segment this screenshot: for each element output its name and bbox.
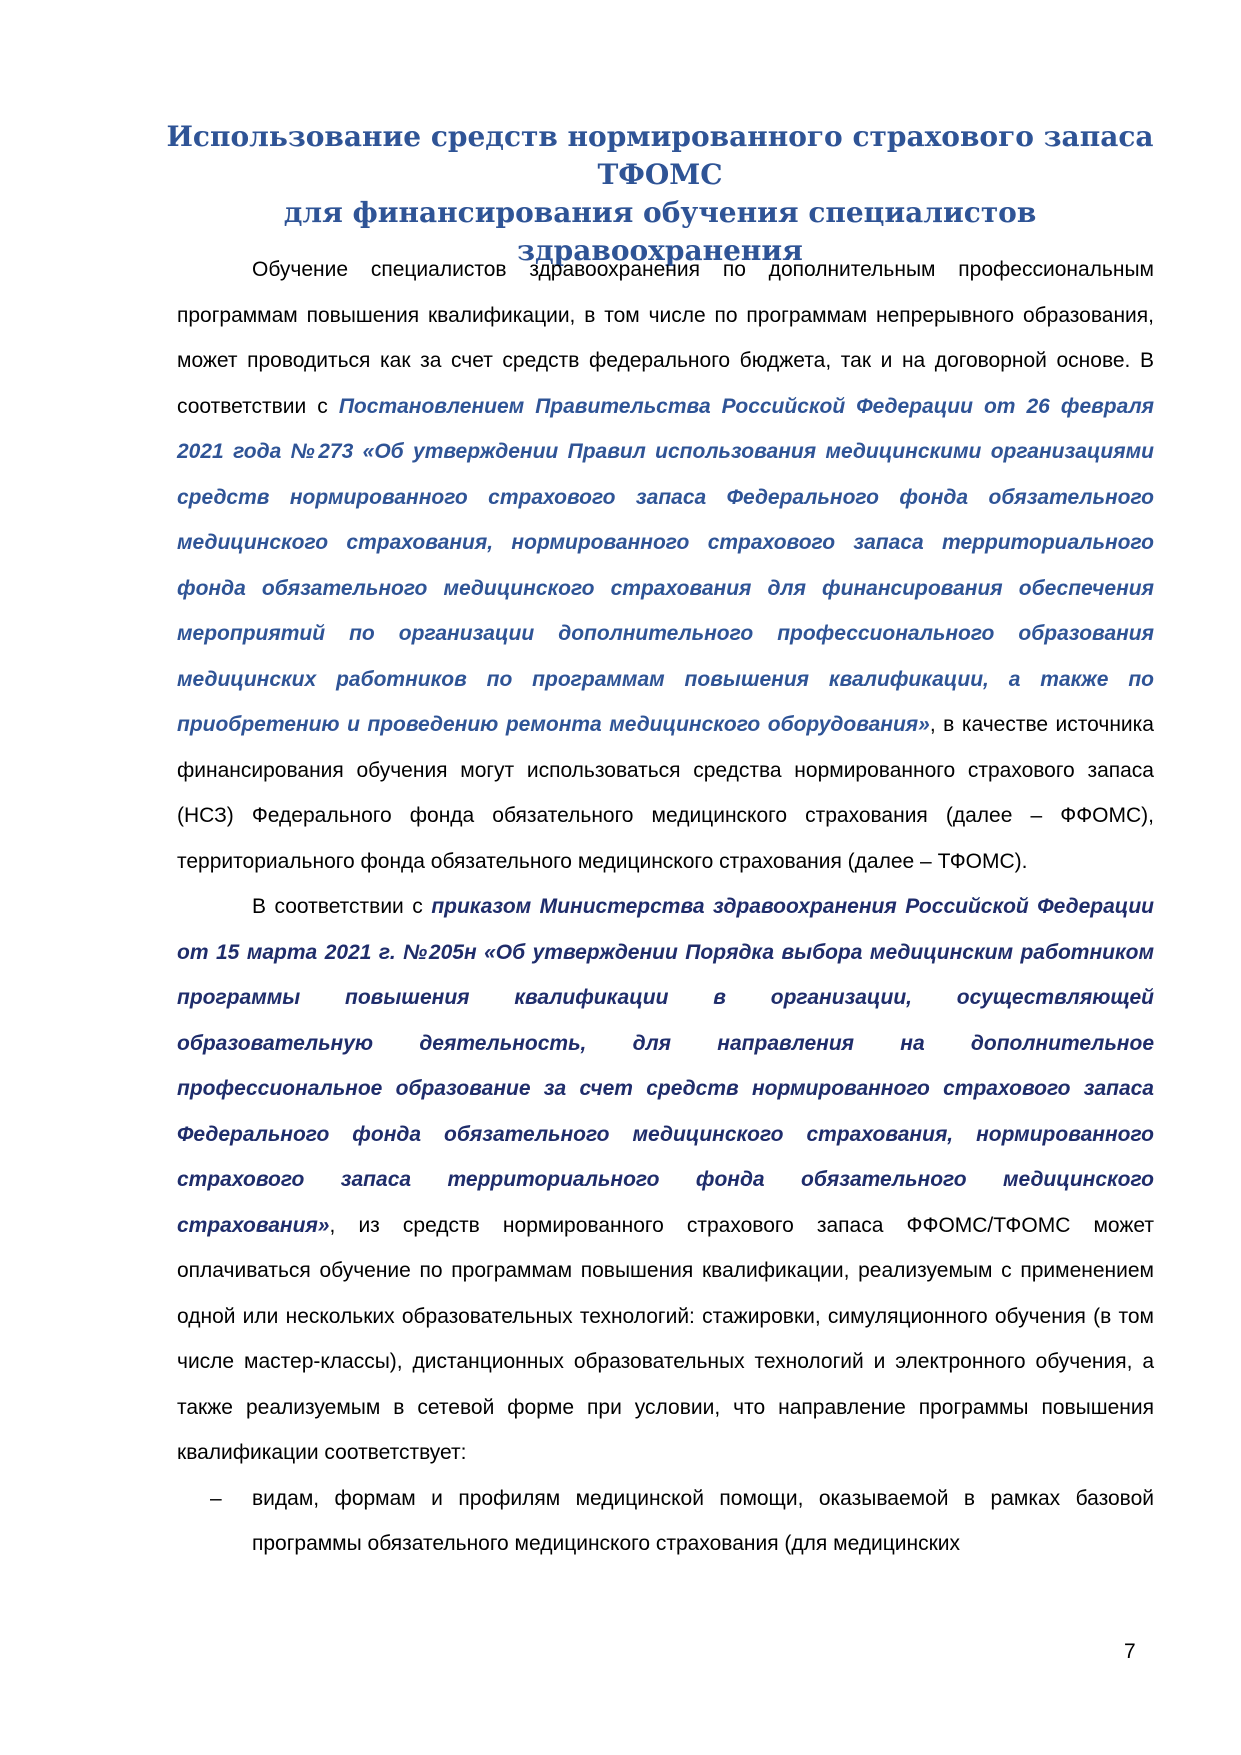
document-body (177, 247, 1154, 1567)
list-item (177, 1476, 1154, 1567)
paragraph-2-reference: приказом Министерства здравоохранения Российской Федерации от 15 марта 2021 г. №205н «Об утверждении Порядка выбора медицинским работником программы повышения квалификации в организации, осуществляющей образовательную деятельность, для направления на дополнительное профессиональное образование за счет средств нормированного страхового запаса Федерального фонда обязательного медицинского страхования, нормированного страхового запаса территориального фонда обязательного медицинского страхования» (177, 895, 1154, 1237)
page-number: 7 (1124, 1640, 1136, 1663)
requirements-list (177, 1476, 1154, 1567)
paragraph-2 (177, 884, 1154, 1476)
list-bullet: – (210, 1486, 222, 1510)
paragraph-2-intro: В соответствии с (252, 895, 432, 918)
paragraph-1-reference: Постановлением Правительства Российской Федерации от 26 февраля 2021 года №273 «Об утверждении Правил использования медицинскими организациями средств нормированного страхового запаса Федерального фонда обязательного медицинского страхования, нормированного страхового запаса территориального фонда обязательного медицинского страхования для финансирования обеспечения мероприятий по организации дополнительного профессионального образования медицинских работников по программам повышения квалификации, а также по приобретению и проведению ремонта медицинского оборудования» (177, 394, 1154, 736)
list-item-text: видам, формам и профилям медицинской помощи, оказываемой в рамках базовой программы обязательного медицинского страхования (для медицинских (252, 1486, 1154, 1555)
title-line-1: Использование средств нормированного страхового запаса ТФОМС (166, 120, 1154, 191)
paragraph-1-outro: , в качестве источника финансирования обучения могут использоваться средства нормированного страхового запаса (НСЗ) Федерального фонда обязательного медицинского страхования (далее – ФФОМС), территориального фонда обязательного медицинского страхования (далее – ТФОМС). (177, 713, 1154, 873)
paragraph-2-outro: , из средств нормированного страхового запаса ФФОМС/ТФОМС может оплачиваться обучение по программам повышения квалификации, реализуемым с применением одной или нескольких образовательных технологий: стажировки, симуляционного обучения (в том числе мастер-классы), дистанционных образовательных технологий и электронного обучения, а также реализуемым в сетевой форме при условии, что направление программы повышения квалификации соответствует: (177, 1213, 1154, 1464)
title-line-2: для финансирования обучения специалистов здравоохранения (283, 196, 1037, 267)
paragraph-1-intro: Обучение специалистов здравоохранения по дополнительным профессиональным программам повышения квалификации, в том числе по программам непрерывного образования, может проводиться как за счет средств федерального бюджета, так и на договорной основе. В соответствии с (177, 258, 1154, 418)
paragraph-1 (177, 247, 1154, 884)
